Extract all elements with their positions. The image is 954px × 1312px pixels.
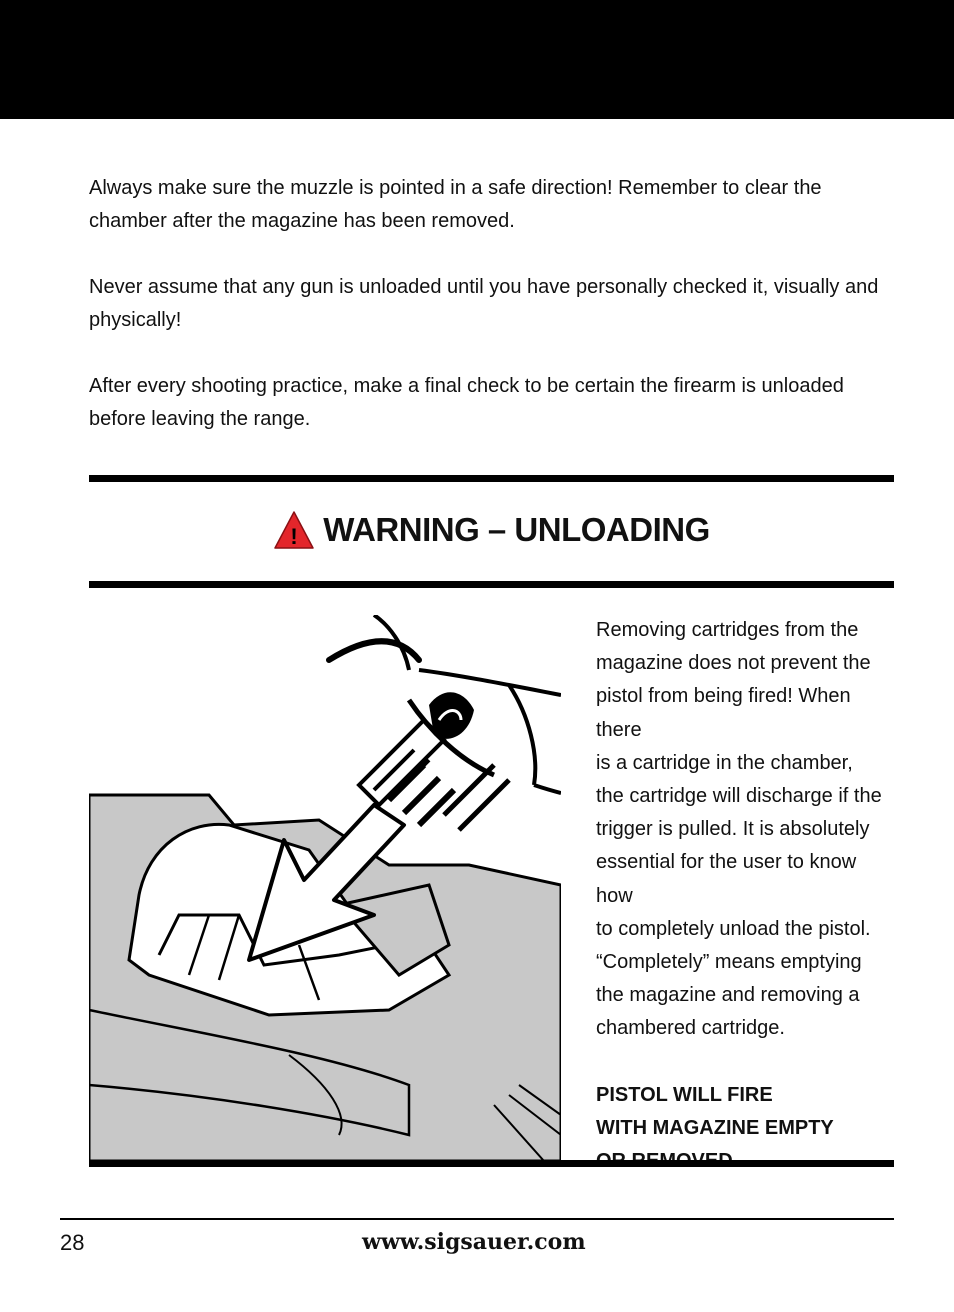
- explanation-line: the magazine and removing a: [596, 984, 860, 1007]
- warning-icon-glyph: !: [290, 524, 298, 549]
- explanation-line: the cartridge will discharge if the: [596, 785, 882, 808]
- warning-triangle-icon: [273, 510, 315, 550]
- warning-title: WARNING – UNLOADING: [323, 511, 710, 548]
- section-bottom-rule: [89, 1160, 894, 1167]
- explanation-line: essential for the user to know how: [596, 851, 857, 907]
- notice-line: WITH MAGAZINE EMPTY: [596, 1116, 834, 1139]
- website-link: www.sigsauer.com: [362, 1229, 586, 1255]
- page-number: 28: [60, 1230, 85, 1255]
- heading-top-rule: [89, 475, 894, 482]
- explanation-line: chambered cartridge.: [596, 1017, 785, 1040]
- heading-bottom-rule: [89, 581, 894, 588]
- explanation-line: pistol from being fired! When there: [596, 685, 851, 741]
- notice-line: PISTOL WILL FIRE: [596, 1083, 773, 1106]
- explanation-block: [596, 614, 894, 1046]
- unloading-warning-text: [596, 614, 894, 1178]
- explanation-line: to completely unload the pistol.: [596, 917, 871, 940]
- explanation-line: Removing cartridges from the: [596, 619, 859, 641]
- eye-checking-chamber-illustration: [89, 615, 561, 1161]
- intro-section: [89, 172, 889, 469]
- intro-paragraph-muzzle: Always make sure the muzzle is pointed in a safe direction! Remember to clear the chamber after the magazine has been removed.: [89, 177, 822, 232]
- explanation-line: magazine does not prevent the: [596, 652, 871, 675]
- top-band: [0, 0, 954, 119]
- explanation-line: “Completely” means emptying: [596, 951, 862, 974]
- intro-paragraph-practice: After every shooting practice, make a final check to be certain the firearm is unloaded before leaving the range.: [89, 375, 844, 430]
- explanation-line: trigger is pulled. It is absolutely: [596, 818, 870, 841]
- warning-heading: [89, 505, 894, 555]
- explanation-line: is a cartridge in the chamber,: [596, 751, 853, 774]
- footer-rule: [60, 1218, 894, 1220]
- intro-paragraph-assume: Never assume that any gun is unloaded until you have personally checked it, visually and physically!: [89, 276, 879, 331]
- unloading-illustration: [89, 615, 561, 1161]
